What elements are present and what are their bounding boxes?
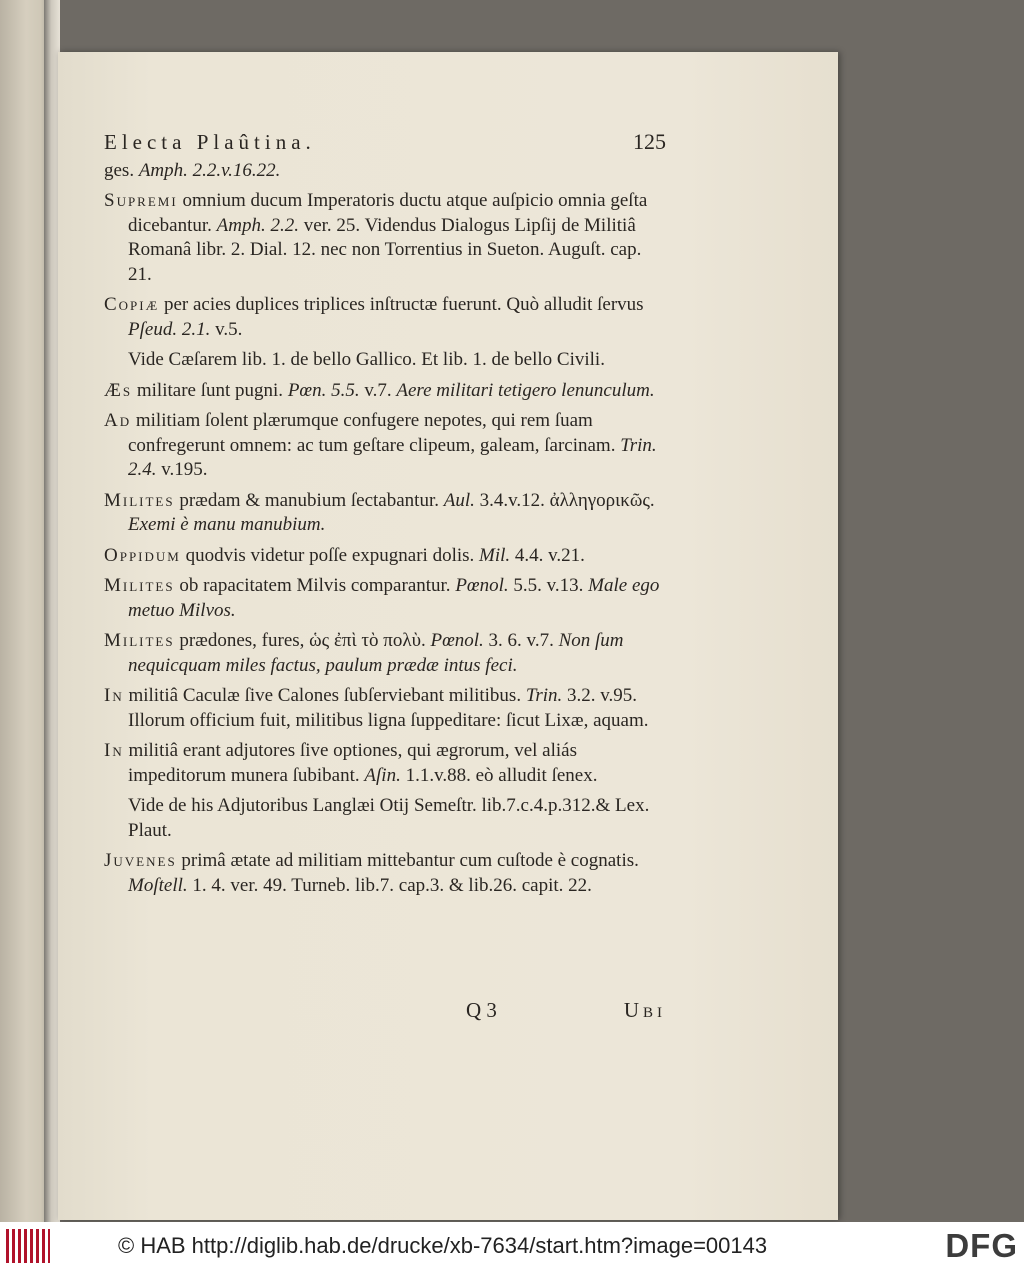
entry-lead-word: Milites xyxy=(104,489,175,511)
entry-reference: Aul. xyxy=(443,489,475,511)
entry-lead-word: Ad xyxy=(104,410,132,431)
text-entry xyxy=(104,348,664,373)
entry-text-continued: 3.4.v.12. ἀλληγορικῶς. xyxy=(474,489,655,511)
entry-text-continued: 3. 6. v.7. xyxy=(483,630,559,651)
entry-reference: Aſin. xyxy=(364,764,401,786)
entry-list xyxy=(104,159,664,899)
text-entry xyxy=(104,629,664,678)
entry-text: per acies duplices triplices inſtructæ fuerunt. Quò alludit ſervus xyxy=(159,294,644,315)
text-entry xyxy=(104,574,664,623)
entry-reference: Pœn. 5.5. xyxy=(287,379,360,401)
text-entry xyxy=(104,684,664,733)
entry-lead-word: Æs xyxy=(104,379,133,401)
entry-text-continued: v.195. xyxy=(156,459,208,480)
entry-text: Vide de his Adjutoribus Langlæi Otij Semeſtr. lib.7.c.4.p.312.& Lex. Plaut. xyxy=(128,795,650,841)
copyright-link[interactable]: © HAB http://diglib.hab.de/drucke/xb-7634/start.htm?image=00143 xyxy=(118,1233,768,1258)
running-title: Electa Plaûtina. xyxy=(104,130,316,154)
entry-reference: Trin. 2.4. xyxy=(128,434,657,480)
entry-quotation: Exemi è manu manubium. xyxy=(128,514,326,535)
text-entry xyxy=(104,544,664,569)
entry-lead-word: Supremi xyxy=(104,190,178,211)
entry-lead-word: In xyxy=(104,740,124,761)
text-entry xyxy=(104,189,664,287)
entry-lead-word: Oppidum xyxy=(104,544,181,566)
catchword: Ubi xyxy=(623,998,666,1022)
entry-lead-word: Milites xyxy=(104,575,175,596)
entry-text-continued: 4.4. v.21. xyxy=(510,544,585,566)
page-number: 125 xyxy=(633,129,666,154)
entry-reference: Amph. 2.2. xyxy=(216,214,299,236)
book-page xyxy=(58,52,838,1220)
entry-text: prædam & manubium ſectabantur. xyxy=(174,489,444,511)
running-head xyxy=(104,130,664,155)
entry-text: ob rapacitatem Milvis comparantur. xyxy=(174,575,456,596)
text-entry xyxy=(104,409,664,483)
entry-text: prædones, fures, ὡς ἐπὶ τὸ πολὺ. xyxy=(174,630,431,651)
entry-quotation: Male ego metuo Milvos. xyxy=(128,575,660,621)
entry-text: militiam ſolent plærumque confugere nepotes, qui rem ſuam confregerunt omnem: ac tum geſtare clipeum, galeam, ſarcinam. xyxy=(128,410,621,456)
entry-text-continued: v.5. xyxy=(210,318,243,340)
entry-lead-word: Milites xyxy=(104,630,175,651)
hab-logo-icon[interactable] xyxy=(6,1229,50,1263)
entry-lead-word: Juvenes xyxy=(104,850,177,871)
entry-quotation: Aere militari tetigero lenunculum. xyxy=(396,379,655,401)
entry-text: militare ſunt pugni. xyxy=(132,379,288,401)
entry-reference: Trin. xyxy=(525,685,563,706)
entry-text-continued: v.7. xyxy=(359,379,397,401)
entry-text: militiâ Caculæ ſive Calones ſubſerviebant militibus. xyxy=(123,685,526,706)
text-entry xyxy=(104,489,664,538)
entry-quotation: Non ſum nequicquam miles factus, paulum prædæ intus feci. xyxy=(128,630,624,676)
entry-text: primâ ætate ad militiam mittebantur cum cuſtode è cognatis. xyxy=(176,850,639,871)
entry-text: Vide Cæſarem lib. 1. de bello Gallico. Et lib. 1. de bello Civili. xyxy=(128,349,605,370)
entry-text: militiâ erant adjutores ſive optiones, qui ægrorum, vel aliás impeditorum munera ſubibant. xyxy=(123,740,577,786)
entry-text-continued: 3.2. v.95. Illorum officium fuit, militibus ligna ſuppeditare: ſicut Lixæ, aquam. xyxy=(128,685,649,731)
entry-reference: Amph. 2.2.v.16.22. xyxy=(138,159,281,181)
signature-mark: Q 3 xyxy=(466,998,497,1022)
entry-reference: Moſtell. xyxy=(128,874,188,896)
dfg-logo[interactable]: DFG xyxy=(945,1227,1018,1264)
entry-reference: Pſeud. 2.1. xyxy=(128,318,211,340)
page-content xyxy=(104,130,664,904)
viewer-footer-bar xyxy=(0,1222,1024,1270)
text-entry xyxy=(104,739,664,788)
entry-text: quodvis videtur poſſe expugnari dolis. xyxy=(180,544,480,566)
entry-lead-word: Copiæ xyxy=(104,294,160,315)
entry-reference: Mil. xyxy=(479,544,511,566)
entry-text-continued: 1. 4. ver. 49. Turneb. lib.7. cap.3. & lib.26. capit. 22. xyxy=(187,874,592,896)
text-entry xyxy=(104,379,664,404)
entry-text-continued: ver. 25. Videndus Dialogus Lipſij de Militiâ Romanâ libr. 2. Dial. 12. nec non Torrentius in Sueton. Auguſt. cap. 21. xyxy=(128,214,642,285)
entry-lead-word: In xyxy=(104,685,124,706)
entry-text: ges. xyxy=(104,159,139,181)
text-entry xyxy=(104,159,664,184)
text-entry xyxy=(104,794,664,843)
entry-reference: Pœnol. xyxy=(455,575,509,596)
text-entry xyxy=(104,293,664,342)
entry-text-continued: 1.1.v.88. eò alludit ſenex. xyxy=(400,764,598,786)
entry-text-continued: 5.5. v.13. xyxy=(508,575,589,596)
text-entry xyxy=(104,849,664,898)
page-footer xyxy=(466,998,666,1023)
entry-text: omnium ducum Imperatoris ductu atque auſpicio omnia geſta dicebantur. xyxy=(128,190,648,236)
entry-reference: Pœnol. xyxy=(430,630,484,651)
